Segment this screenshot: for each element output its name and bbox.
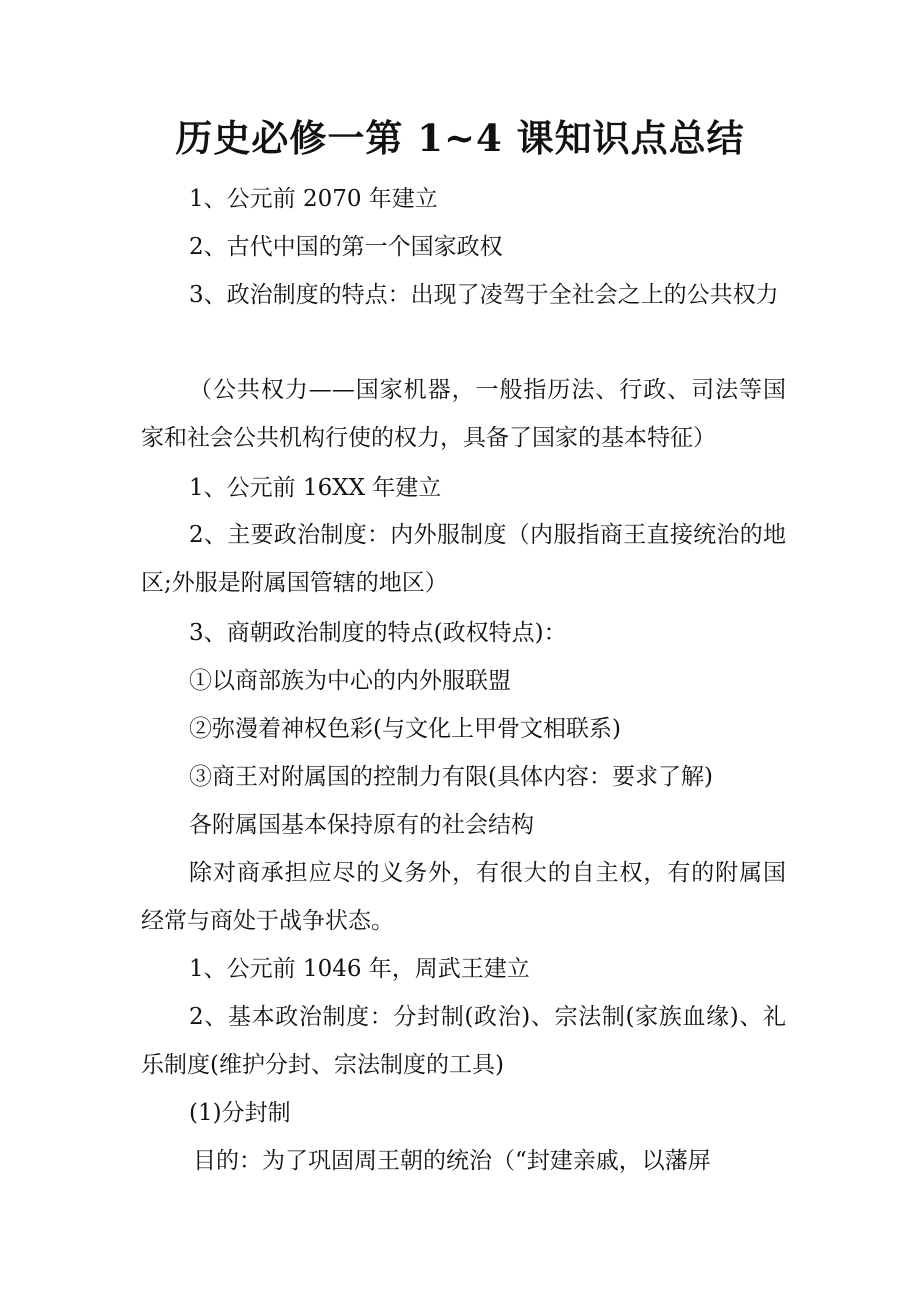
document-title: 历史必修一第 1~4 课知识点总结 (175, 116, 745, 160)
paragraph: 1、公元前 2070 年建立 (189, 186, 438, 212)
paragraph: 2、主要政治制度：内外服制度（内服指商王直接统治的地区;外服是附属国管辖的地区） (141, 522, 786, 596)
paragraph: ①以商部族为中心的内外服联盟 (189, 668, 511, 694)
paragraph: 各附属国基本保持原有的社会结构 (189, 812, 534, 838)
paragraph: 1、公元前 16XX 年建立 (189, 475, 442, 501)
paragraph: 目的：为了巩固周王朝的统治（“封建亲戚，以藩屏 (193, 1148, 711, 1174)
paragraph: 除对商承担应尽的义务外，有很大的自主权，有的附属国经常与商处于战争状态。 (141, 860, 786, 934)
paragraph: （公共权力——国家机器，一般指历法、行政、司法等国家和社会公共机构行使的权力，具备了国家的基本特征） (141, 377, 786, 451)
paragraph: 2、基本政治制度：分封制(政治)、宗法制(家族血缘)、礼乐制度(维护分封、宗法制度的工具) (141, 1004, 786, 1078)
paragraph: 3、政治制度的特点：出现了凌驾于全社会之上的公共权力 (189, 282, 779, 308)
paragraph: 3、商朝政治制度的特点(政权特点)： (189, 620, 567, 646)
paragraph: ③商王对附属国的控制力有限(具体内容：要求了解) (189, 764, 713, 790)
paragraph: ②弥漫着神权色彩(与文化上甲骨文相联系) (189, 716, 621, 742)
paragraph: (1)分封制 (189, 1100, 291, 1126)
paragraph: 1、公元前 1046 年，周武王建立 (189, 956, 530, 982)
paragraph: 2、古代中国的第一个国家政权 (189, 234, 503, 260)
